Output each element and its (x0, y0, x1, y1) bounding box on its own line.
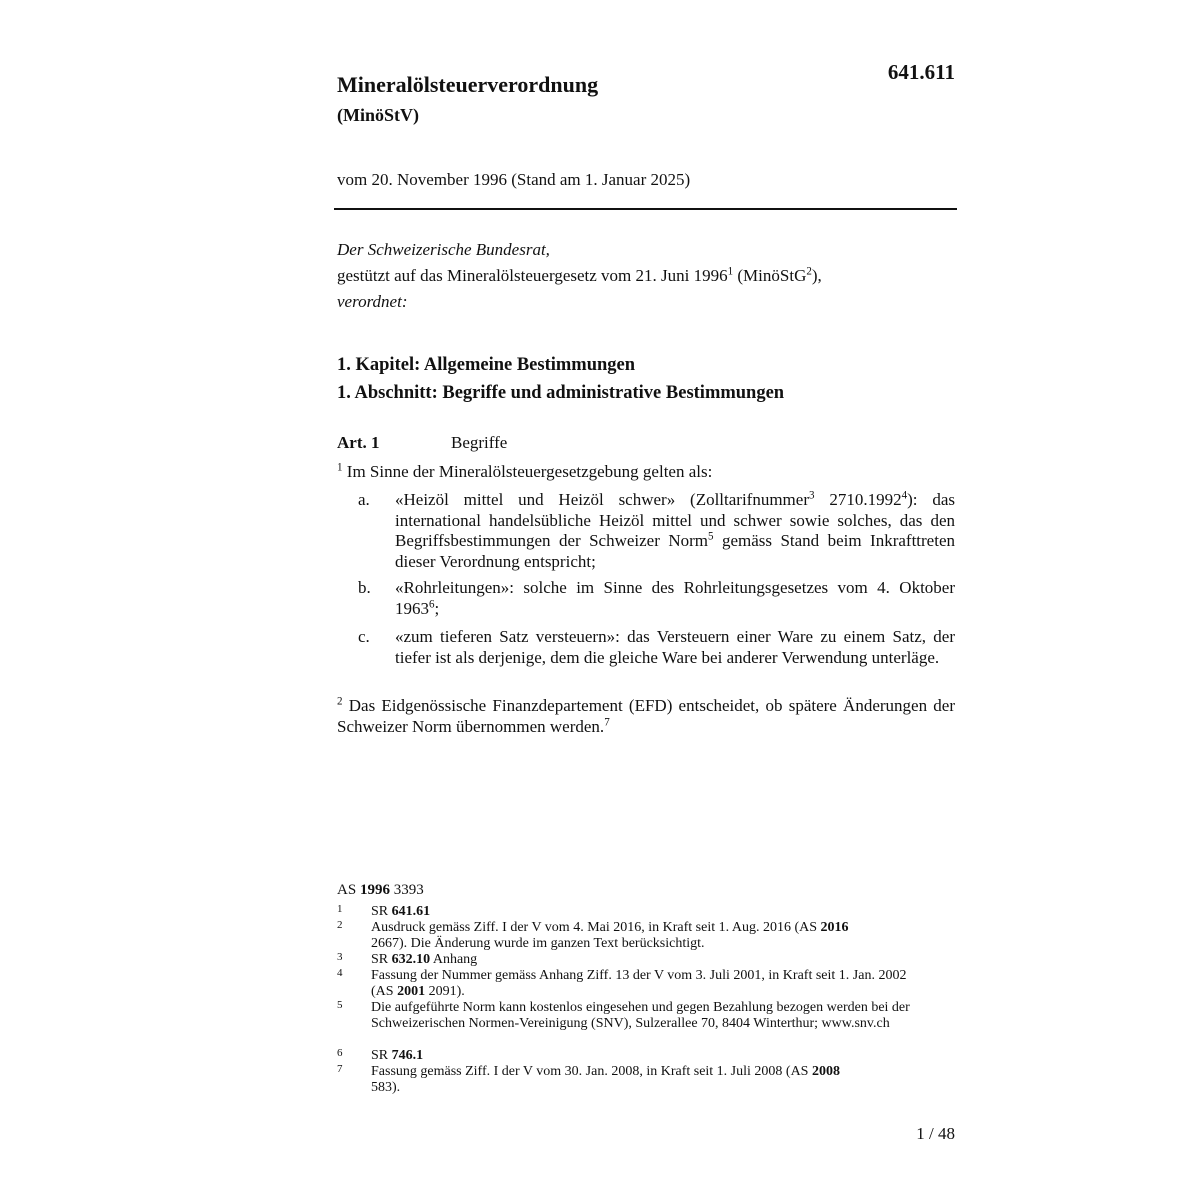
header-divider (334, 208, 957, 210)
preamble-enacts: verordnet: (337, 292, 408, 311)
page-number: 1 / 48 (916, 1124, 955, 1143)
list-item-text: «Rohrleitungen»: solche im Sinne des Rohrleitungsgesetzes vom 4. Oktober 1963$^6$; (395, 578, 955, 618)
footnote-text: Die aufgeführte Norm kann kostenlos eingesehen und gegen Bezahlung bezogen werden bei der Schweizerischen Normen-Vereinigung (SNV), Sulzerallee 70, 8404 Winterthur; www.snv.ch (371, 1000, 910, 1031)
list-item-letter: a. (358, 490, 370, 509)
preamble-authority: Der Schweizerische Bundesrat, (337, 240, 550, 259)
footnote-number: 3 (337, 951, 343, 963)
footnote-number: 4 (337, 967, 343, 979)
paragraph-number: 2 (337, 695, 343, 708)
footnote-ref-4[interactable]: 4 (901, 489, 908, 502)
footnote-ref-6[interactable]: 6 (429, 597, 435, 610)
footnote-text: Fassung der Nummer gemäss Anhang Ziff. 13 der V vom 3. Juli 2001, in Kraft seit 1. Jan. 2002 (AS 2001 2091). (371, 968, 907, 999)
footnote-ref-7[interactable]: 7 (604, 715, 610, 728)
footnote-text: SR 746.1 (371, 1048, 424, 1063)
article-paragraph-2: $^2$ Das Eidgenössische Finanzdepartement (EFD) entscheidet, ob spätere Änderungen der Schweizer Norm übernommen werden.$^7$ (337, 695, 955, 736)
footnote-number: 1 (337, 903, 343, 915)
chapter-heading: 1. Kapitel: Allgemeine Bestimmungen (337, 355, 636, 375)
footnote-text: SR 641.61 (371, 904, 431, 919)
article-paragraph-1: $^1$ Im Sinne der Mineralölsteuergesetzgebung gelten als: (337, 461, 713, 481)
footnote-number: 2 (337, 919, 343, 931)
list-item-text: «Heizöl mittel und Heizöl schwer» (Zolltarifnummer$^3$ 2710.1992$^4$): das international handelsübliche Heizöl mittel und schwer sowie solches, das den Begriffsbestimmungen der Schweizer Norm$^5$ gemäss Stand beim Inkrafttreten dieser Verordnung entspricht; (395, 489, 956, 571)
list-item-letter: c. (358, 627, 370, 646)
footnote-ref-2[interactable]: 2 (806, 265, 812, 278)
section-heading: 1. Abschnitt: Begriffe und administrative Bestimmungen (337, 383, 785, 403)
list-item-text: «zum tieferen Satz versteuern»: das Versteuern einer Ware zu einem Satz, der tiefer ist als derjenige, dem die gleiche Ware bei anderer Verwendung unterläge. (395, 627, 955, 667)
footnote-number: 5 (337, 999, 343, 1011)
preamble-basis: gestützt auf das Mineralölsteuergesetz vom 21. Juni 1996$^1$ (MinöStG$^2$), (337, 265, 822, 285)
document-abbreviation: (MinöStV) (337, 105, 419, 125)
document-title: Mineralölsteuerverordnung (337, 72, 599, 97)
article-number: Art. 1 (337, 433, 380, 452)
list-item-letter: b. (358, 578, 371, 597)
footnote-text: SR 632.10 Anhang (371, 952, 478, 967)
article-title: Begriffe (451, 433, 508, 452)
footnote-ref-3[interactable]: 3 (809, 489, 815, 502)
paragraph-number: 1 (337, 461, 343, 474)
footnote-ref-1[interactable]: 1 (727, 265, 734, 278)
footnote-ref-5[interactable]: 5 (707, 530, 714, 543)
official-collection-reference: AS 1996 3393 (337, 882, 424, 898)
document-date: vom 20. November 1996 (Stand am 1. Januar 2025) (337, 170, 691, 189)
document-number: 641.611 (887, 60, 955, 84)
footnote-text: Fassung gemäss Ziff. I der V vom 30. Jan. 2008, in Kraft seit 1. Juli 2008 (AS 2008 583). (371, 1064, 840, 1095)
footnote-text: Ausdruck gemäss Ziff. I der V vom 4. Mai 2016, in Kraft seit 1. Aug. 2016 (AS 2016 2667). Die Änderung wurde im ganzen Text berücksichtigt. (371, 920, 849, 951)
footnote-number: 6 (337, 1047, 343, 1059)
footnote-number: 7 (337, 1063, 343, 1075)
